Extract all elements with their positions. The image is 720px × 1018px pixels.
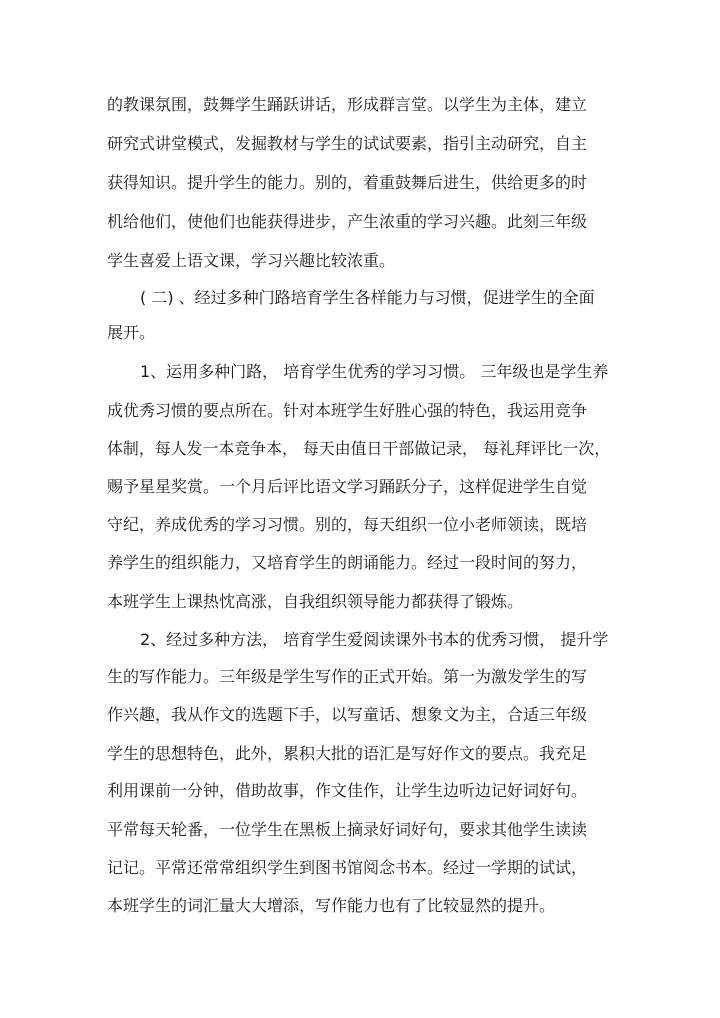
text-line: 成优秀习惯的要点所在。针对本班学生好胜心强的特色，我运用竞争: [107, 401, 588, 420]
text-line: 本班学生的词汇量大大增添，写作能力也有了比较显然的提升。: [107, 896, 556, 915]
text-line: 研究式讲堂模式，发掘教材与学生的试试要素，指引主动研究，自主: [107, 134, 588, 153]
text-line: 利用课前一分钟，借助故事，作文佳作，让学生边听边记好词好句。: [107, 781, 588, 800]
text-line: 养学生的组织能力，又培育学生的朗诵能力。经过一段时间的努力，: [107, 553, 588, 572]
text-line: 学生的思想特色，此外，累积大批的语汇是写好作文的要点。我充足: [107, 744, 588, 763]
text-line: 平常每天轮番，一位学生在黑板上摘录好词好句，要求其他学生读读: [107, 820, 588, 839]
text-line: 赐予星星奖赏。一个月后评比语文学习踊跃分子，这样促进学生自觉: [107, 477, 588, 496]
text-line: 学生喜爱上语文课，学习兴趣比较浓重。: [107, 251, 396, 270]
text-line: 本班学生上课热忱高涨，自我组织领导能力都获得了锻炼。: [107, 592, 524, 611]
text-line: 机给他们，使他们也能获得进步，产生浓重的学习兴趣。此刻三年级: [107, 212, 588, 231]
text-line: 的教课氛围，鼓舞学生踊跃讲话，形成群言堂。以学生为主体，建立: [107, 95, 588, 114]
text-line: 生的写作能力。三年级是学生写作的正式开始。第一为激发学生的写: [107, 667, 588, 686]
text-line: 守纪，养成优秀的学习习惯。别的，每天组织一位小老师领读，既培: [107, 515, 588, 534]
section-heading: ( 二) 、经过多种门路培育学生各样能力与习惯，促进学生的全面: [140, 288, 595, 307]
paragraph-start: 2、经过多种方法， 培育学生爱阅读课外书本的优秀习惯， 提升学: [140, 630, 609, 649]
text-line: 展开。: [107, 323, 156, 342]
text-line: 体制，每人发一本竞争本， 每天由值日干部做记录， 每礼拜评比一次，: [107, 439, 611, 458]
paragraph-start: 1、运用多种门路， 培育学生优秀的学习习惯。 三年级也是学生养: [140, 362, 609, 381]
text-line: 获得知识。提升学生的能力。别的，着重鼓舞后进生，供给更多的时: [107, 173, 588, 192]
text-line: 记记。平常还常常组织学生到图书馆阅念书本。经过一学期的试试，: [107, 858, 588, 877]
text-line: 作兴趣，我从作文的选题下手，以写童话、想象文为主，合适三年级: [107, 705, 588, 724]
